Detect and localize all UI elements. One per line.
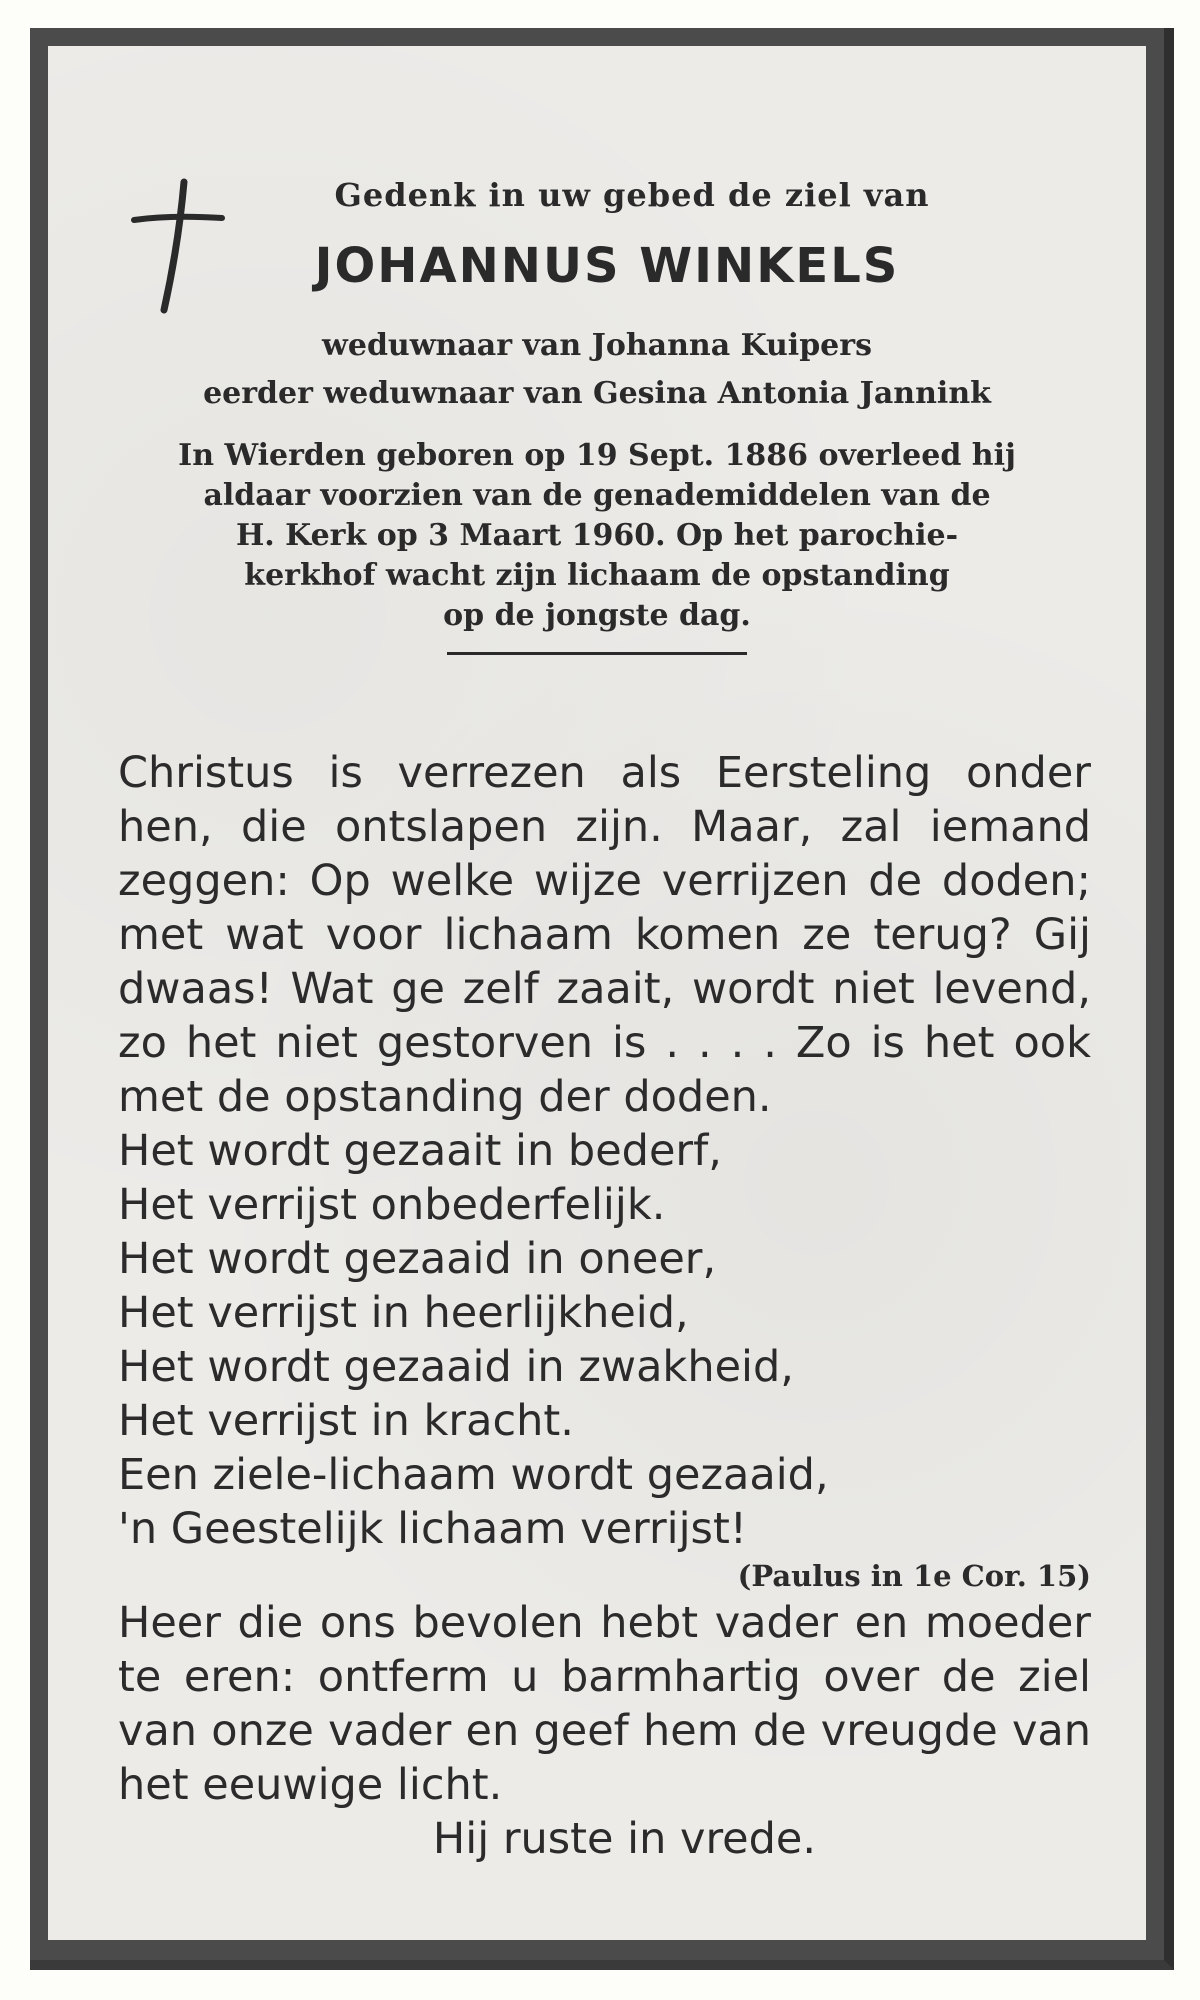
verse-intro: Christus is verrezen als Eersteling onder hen, die ontslapen zijn. Maar, zal iemand zeggen: Op welke wijze verrijzen de doden; met wat voor lichaam komen ze terug? Gij dwaas! Wat ge zelf zaait, wordt niet levend, zo het niet gestorven is . . . . Zo is het ook met de opstanding der doden. [118,748,1091,1122]
verse-line: Het verrijst onbederfelijk. [118,1180,666,1230]
spouse-line-1: weduwnaar van Johanna Kuipers [322,328,872,363]
verse-line: Het wordt gezaait in bederf, [118,1126,722,1176]
deceased-name: JOHANNUS WINKELS [314,238,900,294]
verse-line: Het verrijst in kracht. [118,1396,574,1446]
bio-line: op de jongste dag. [443,598,751,633]
verse-line: 'n Geestelijk lichaam verrijst! [118,1504,748,1554]
scripture-citation: (Paulus in 1e Cor. 15) [737,1559,1091,1593]
card-header [108,176,1086,655]
closing-text: Hij ruste in vrede. [432,1814,817,1864]
spouse-line-2: eerder weduwnaar van Gesina Antonia Jannink [203,376,991,411]
divider-rule [447,652,747,655]
verse-line: Het wordt gezaaid in oneer, [118,1234,717,1284]
verse-line: Het verrijst in heerlijkheid, [118,1288,689,1338]
prayer-text: Heer die ons bevolen hebt vader en moeder te eren: ontferm u barmhartig over de ziel van onze vader en geef hem de vreugde van het eeuwige licht. [118,1598,1091,1810]
scripture-section [118,746,1091,1866]
card-inner-panel [48,46,1146,1940]
intro-text: Gedenk in uw gebed de ziel van [334,176,930,214]
verse-line: Een ziele-lichaam wordt gezaaid, [118,1450,829,1500]
bio-line: aldaar voorzien van de genademiddelen van de [203,478,991,513]
verse-line: Het wordt gezaaid in zwakheid, [118,1342,794,1392]
bio-line: H. Kerk op 3 Maart 1960. Op het parochie- [235,518,959,553]
verse-lines [118,1124,1091,1556]
biography [108,436,1086,636]
bio-line: In Wierden geboren op 19 Sept. 1886 overleed hij [178,438,1016,473]
bio-line: kerkhof wacht zijn lichaam de opstanding [244,558,950,593]
memorial-card [30,28,1174,1970]
